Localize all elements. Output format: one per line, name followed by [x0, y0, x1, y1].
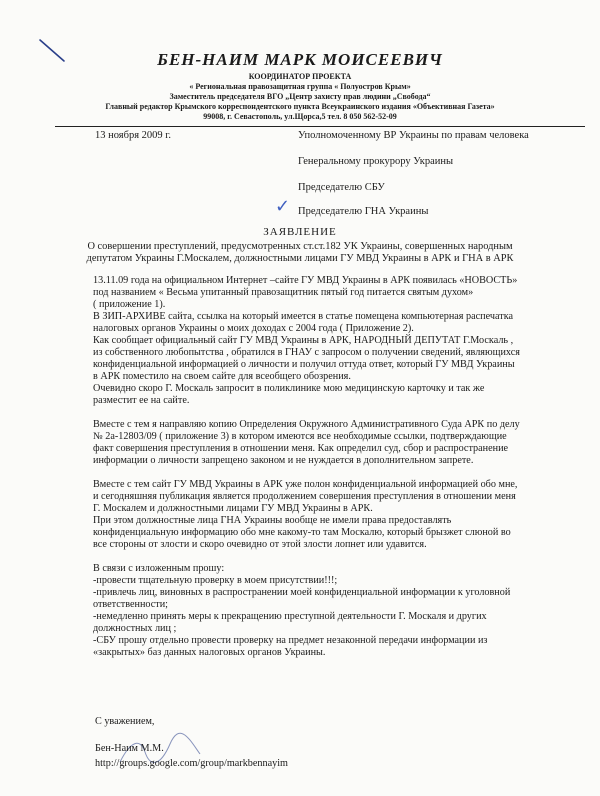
recipient-gna: Председателю ГНА Украины [298, 206, 429, 217]
body-line: В ЗИП-АРХИВЕ сайта, ссылка на который имеется в статье помещена компьютерная распечатка [93, 311, 514, 322]
subtitle-line: депутатом Украины Г.Москалем, должностными лицами ГУ МВД Украины в АРК и ГНА в АРК [86, 253, 514, 264]
body-line: в АРК поместило на своем сайте для всеобщего обозрения. [93, 371, 351, 382]
body-line: Вместе с тем сайт ГУ МВД Украины в АРК уже полон конфиденциальной информацией обо мне, [93, 479, 518, 490]
request-item: -провести тщательную проверку в моем присутствии!!!; [93, 575, 338, 586]
checkmark-icon: ✓ [275, 196, 291, 217]
recipient-sbu: Председателю СБУ [298, 182, 385, 193]
body-line: из собственного любопытства , обратился в ГНАУ с запросом о получении сведений, являющихся [93, 347, 520, 358]
request-item: «закрытых» баз данных налоговых органов Украины. [93, 647, 326, 658]
body-line: факт совершения преступления в отношении меня. Как определил суд, сбор и распространение [93, 443, 509, 454]
address-line: 99008, г. Севастополь, ул.Щорса,5 тел. 8 050 562-52-09 [203, 112, 397, 121]
body-line: информации о личности запрещено законом и не нуждается в дополнительном запрете. [93, 455, 474, 466]
body-line: № 2а-12803/09 ( приложение 3) в котором имеются все необходимые ссылки, подтверждающие [93, 431, 507, 442]
signature-name: Бен-Наим М.М. [95, 743, 164, 754]
requests-intro: В связи с изложенным прошу: [93, 563, 225, 574]
group-link[interactable]: http://groups.google.com/group/markbennayim [95, 758, 288, 769]
body-line: налоговых органов Украины о моих доходах с 2004 года ( Приложение 2). [93, 323, 414, 334]
editor-line: Главный редактор Крымского корреспондентского пункта Всеукраинского издания «Объективная Газета» [105, 102, 495, 111]
body-line: и сегодняшняя публикация является продолжением совершения преступления в отношении меня [93, 491, 516, 502]
request-item: -СБУ прошу отдельно провести проверку на предмет незаконной передачи информации из [93, 635, 488, 646]
body-line: При этом должностные лица ГНА Украины вообще не имели права предоставлять [93, 515, 452, 526]
request-item: -немедленно принять меры к прекращению преступной деятельности Г. Москаля и других [93, 611, 487, 622]
body-line: Вместе с тем я направляю копию Определения Окружного Административного Суда АРК по делу [93, 419, 520, 430]
body-line: Как сообщает официальный сайт ГУ МВД Украины в АРК, НАРОДНЫЙ ДЕПУТАТ Г.Москаль , [93, 335, 514, 346]
recipient-prosecutor: Генеральному прокурору Украины [298, 156, 454, 167]
body-line: все стороны от злости и скоро очевидно от этой злости лопнет или удавится. [93, 539, 427, 550]
recipient-ombudsman: Уполномоченному ВР Украины по правам человека [298, 130, 529, 141]
body-line: под названием « Весьма упитанный правозащитник пятый год питается святым духом» [93, 287, 474, 298]
letter-date: 13 ноября 2009 г. [95, 130, 172, 141]
deputy-line: Заместитель председателя ВГО „Центр захисту прав людини „Свобода“ [169, 92, 431, 101]
body-line: Очевидно скоро Г. Москаль запросит в поликлинике мою медицинскую карточку и так же [93, 383, 485, 394]
subtitle-line: О совершении преступлений, предусмотренных ст.ст.182 УК Украины, совершенных народным [87, 241, 513, 252]
request-item: ответственности; [93, 599, 169, 610]
body-line: конфиденциальной информацией о личности и получил оттуда ответ, который ГУ МВД Украины [93, 359, 515, 370]
author-name: БЕН-НАИМ МАРК МОИСЕЕВИЧ [157, 50, 443, 69]
request-item: должностных лиц ; [93, 623, 177, 634]
body-line: Г. Москалем и должностными лицами ГУ МВД Украины в АРК. [93, 503, 373, 514]
document-title: ЗАЯВЛЕНИЕ [263, 226, 337, 238]
closing: С уважением, [95, 716, 155, 727]
request-item: -привлечь лиц, виновных в распространении моей конфиденциальной информации к уголовной [93, 587, 511, 598]
author-role: КООРДИНАТОР ПРОЕКТА [248, 72, 352, 81]
body-line: ( приложение 1). [93, 299, 166, 310]
body-line: 13.11.09 года на официальном Интернет –сайте ГУ МВД Украины в АРК появилась «НОВОСТЬ» [93, 275, 518, 286]
project-line: « Региональная правозащитная группа « Полуостров Крым» [189, 82, 411, 91]
body-line: конфиденциальную информацию обо мне какому-то там Москалю, который брызжет слюной во [93, 527, 511, 538]
header-divider [55, 126, 585, 127]
body-line: разместит ее на сайте. [93, 395, 190, 406]
